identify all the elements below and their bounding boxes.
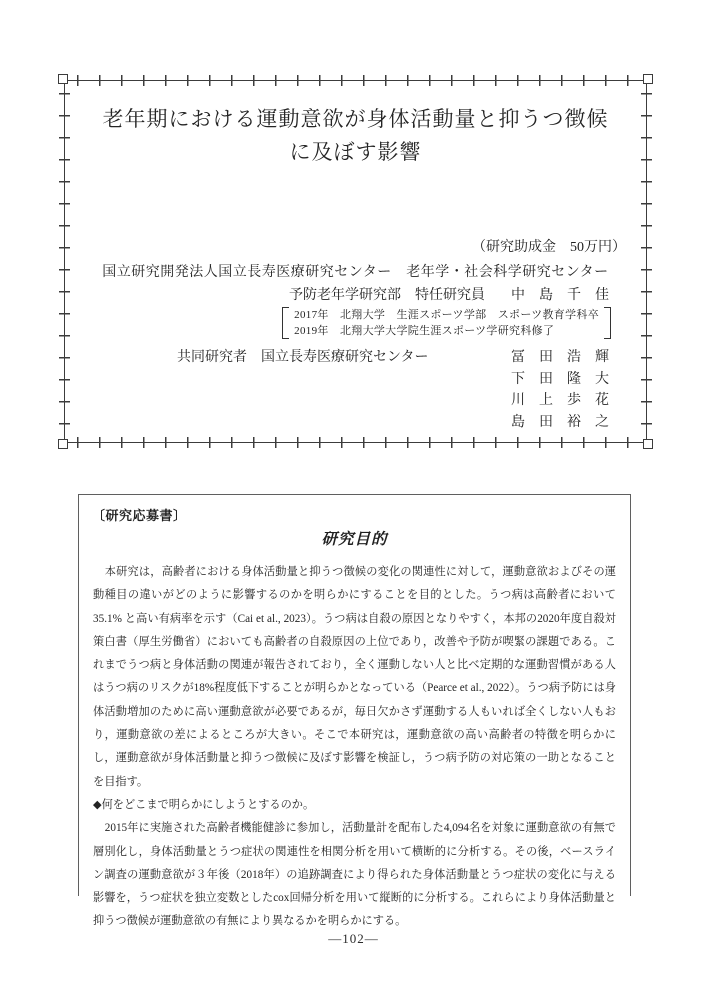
document-title-line1: 老年期における運動意欲が身体活動量と抑うつ徴候 xyxy=(102,107,609,131)
document-title-line2: に及ぼす影響 xyxy=(289,140,422,164)
page-number: —102— xyxy=(328,931,379,946)
department-title: 予防老年学研究部 特任研究員 xyxy=(289,288,485,303)
application-label: 〔研究応募書〕 xyxy=(92,508,187,523)
frame-tick-ornament-bottom xyxy=(77,437,634,448)
education-history-line: 2019年 北翔大学大学院生涯スポーツ学研究科修了 xyxy=(294,325,555,337)
collaborator-name: 島 田 裕 之 xyxy=(511,414,609,430)
history-bracket-right xyxy=(604,307,611,339)
methods-paragraph: 2015年に実施された高齢者機能健診に参加し，活動量計を配布した4,094名を対象に運動意欲の有無で層別化し，身体活動量とうつ症状の関連性を相関分析を用いて横断的に分析する。その後，ベースライン調査の運動意欲が３年後（2018年）の追跡調査により得られた身体活動量とうつ症状の変化に与える影響を，うつ症状を独立変数としたcox回帰分析を用いて縦断的に分析する。これらにより身体活動量と抑うつ徴候が運動意欲の有無により異なるかを明らかにする。 xyxy=(93,822,616,928)
collaborator-name-list xyxy=(511,347,609,433)
title-frame xyxy=(64,80,647,443)
grant-amount: （研究助成金 50万円） xyxy=(472,240,626,255)
collaborator-name: 川 上 歩 花 xyxy=(511,393,609,408)
frame-corner-square xyxy=(643,74,653,84)
frame-corner-square xyxy=(58,74,68,84)
principal-researcher-name: 中 島 千 佳 xyxy=(511,288,609,303)
collaborators-section xyxy=(177,347,609,433)
collaborator-label: 共同研究者 国立長寿医療研究センター xyxy=(177,350,429,365)
research-purpose-paragraph: 本研究は，高齢者における身体活動量と抑うつ徴候の変化の関連性に対して，運動意欲およびその運動種目の違いがどのように影響するのかを明らかにすることを目的とした。うつ病は高齢者において35.1% と高い有病率を示す（Cai et al., 2023）。うつ病は自殺の原因となりやすく，本邦の2020年度自殺対策白書（厚生労働省）においても高齢者の自殺原因の上位であり，改善や予防が喫緊の課題である。これまでうつ病と身体活動の関連が報告されており，全く運動しない人と比べ定期的な運動習慣がある人はうつ病のリスクが18%程度低下することが明らかとなっている（Pearce et al., 2022）。うつ病予防には身体活動増加のために高い運動意欲が必要であるが，毎日欠かさず運動する人もいれば全くしない人もおり，運動意欲の差によるところが大きい。そこで本研究は，運動意欲の高い高齢者の特徴を明らかにし，運動意欲が身体活動量と抑うつ徴候に及ぼす影響を検証し，うつ病予防の対応策の一助となることを目指す。 xyxy=(93,566,616,788)
document-title xyxy=(65,103,646,169)
frame-tick-ornament-top xyxy=(77,75,634,86)
application-box xyxy=(78,494,631,928)
affiliation-line: 国立研究開発法人国立長寿医療研究センター 老年学・社会科学研究センター xyxy=(102,265,609,280)
research-question-bullet: ◆何をどこまで明らかにしようとするのか。 xyxy=(93,798,315,811)
frame-corner-square xyxy=(643,439,653,449)
frame-corner-square xyxy=(58,439,68,449)
section-heading-research-purpose: 研究目的 xyxy=(321,531,388,548)
education-history xyxy=(282,307,611,339)
history-bracket-left xyxy=(282,307,289,339)
department-and-principal xyxy=(289,284,609,304)
collaborator-name: 冨 田 浩 輝 xyxy=(511,350,609,365)
education-history-line: 2017年 北翔大学 生涯スポーツ学部 スポーツ教育学科卒 xyxy=(294,309,599,321)
collaborator-name: 下 田 隆 大 xyxy=(511,371,609,387)
